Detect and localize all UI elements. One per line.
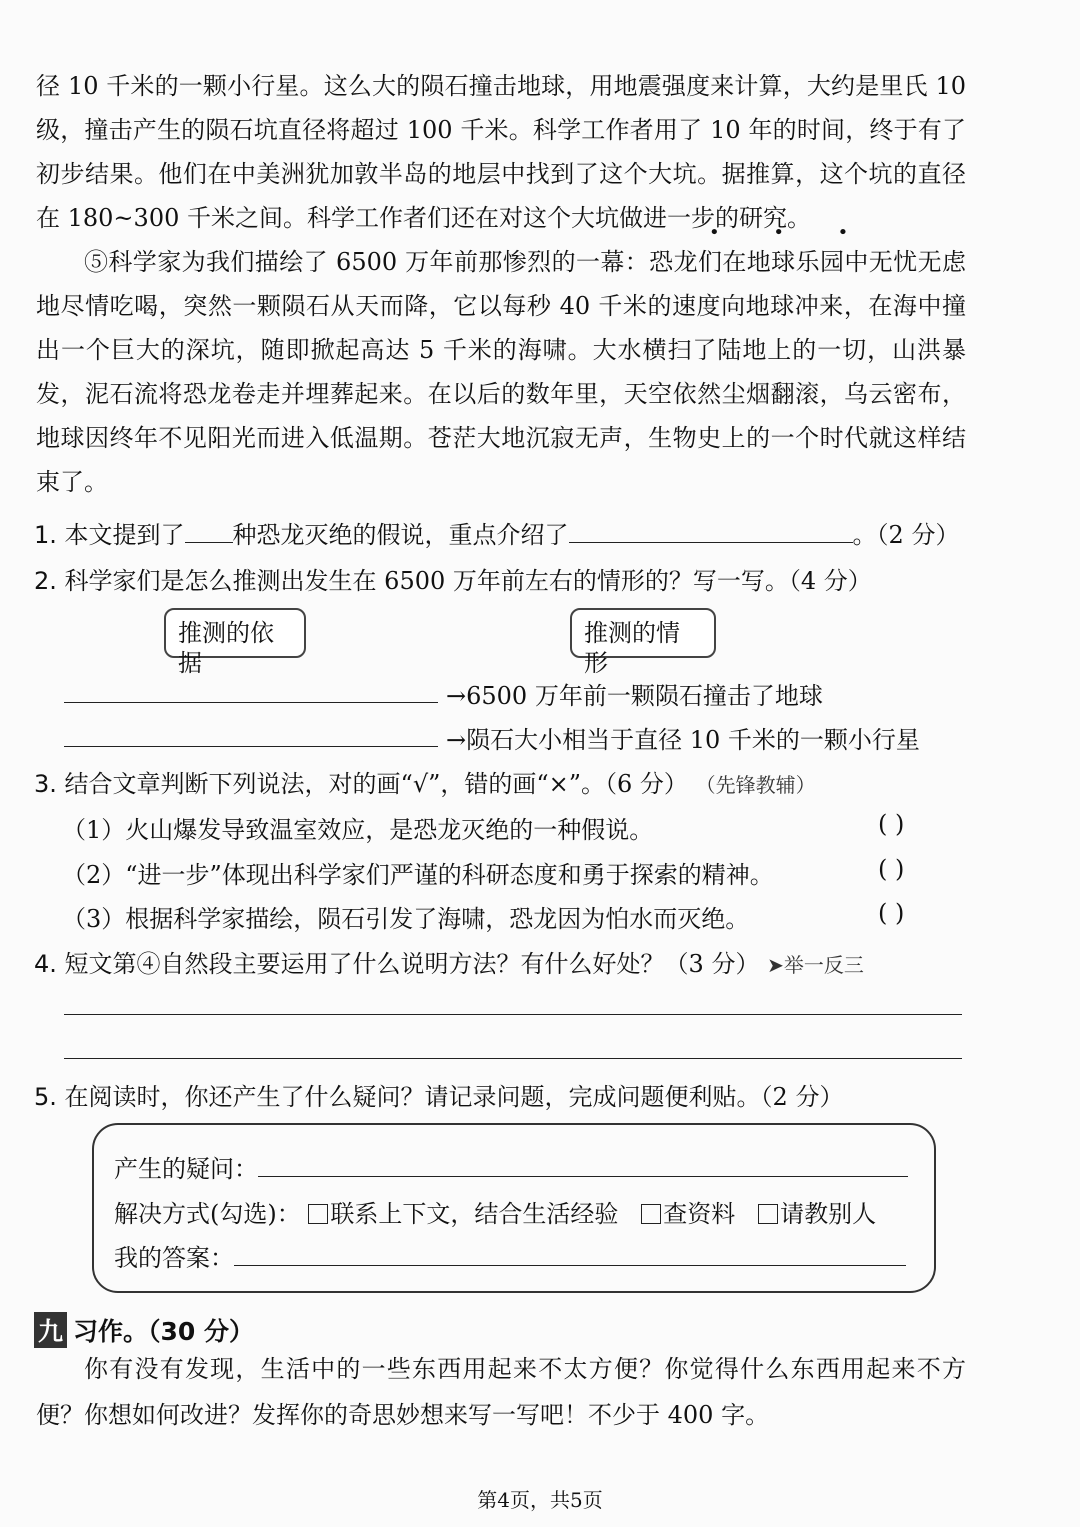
q1-number: 1.: [34, 521, 57, 549]
q5-doubt-blank[interactable]: [258, 1154, 908, 1177]
q3-item-3: （3）根据科学家描绘，陨石引发了海啸，恐龙因为怕水而灭绝。: [62, 905, 750, 933]
q3-number: 3.: [34, 770, 57, 798]
q1-text-a: 本文提到了: [64, 521, 185, 549]
q5-answer-label: 我的答案：: [114, 1244, 234, 1272]
q3-tag: （先锋教辅）: [695, 773, 816, 797]
q3-answer-paren-3[interactable]: ( ): [878, 899, 905, 927]
q4-tag: ➤举一反三: [767, 953, 864, 977]
passage-paragraph-4-tail: 径 10 千米的一颗小行星。这么大的陨石撞击地球，用地震强度来计算，大约是里氏 10 级，撞击产生的陨石坑直径将超过 100 千米。科学工作者用了 10 年的时间，终于有了初步结果。他们在中美洲犹加敦半岛的地层中找到了这个大坑。据推算，这个坑的直径在 180~300 千米之间。科学工作者们还在对这个大坑做进一步的研究。: [36, 72, 966, 232]
q5-checkbox-ask[interactable]: [758, 1204, 778, 1224]
q4-answer-line-1[interactable]: [64, 1014, 962, 1015]
q5-option-context: 联系上下文，结合生活经验: [330, 1200, 619, 1228]
q2-answer-line-1[interactable]: [64, 702, 438, 703]
q5-option-ask: 请教别人: [780, 1200, 877, 1228]
q5-method-label: 解决方式(勾选)：: [114, 1200, 301, 1228]
q3-answer-paren-1[interactable]: ( ): [878, 810, 905, 838]
q2-number: 2.: [34, 567, 57, 595]
q4-number: 4.: [34, 950, 57, 978]
q5-answer-blank[interactable]: [234, 1243, 906, 1266]
section-9-badge: 九: [34, 1312, 67, 1348]
passage-paragraph-5: ⑤科学家为我们描绘了 6500 万年前那惨烈的一幕：恐龙们在地球乐园中无忧无虑地尽情吃喝，突然一颗陨石从天而降，它以每秒 40 千米的速度向地球冲来，在海中撞出一个巨大的深坑，随即掀起高达 5 千米的海啸。大水横扫了陆地上的一切，山洪暴发，泥石流将恐龙卷走并埋葬起来。在以后的数年里，天空依然尘烟翻滚，乌云密布，地球因终年不见阳光而进入低温期。苍茫大地沉寂无声，生物史上的一个时代就这样结束了。: [36, 248, 966, 496]
q2-situation-2: →陨石大小相当于直径 10 千米的一颗小行星: [446, 726, 920, 754]
page-footer: 第4页，共5页: [477, 1488, 603, 1512]
q4-text: 短文第④自然段主要运用了什么说明方法？有什么好处？（3 分）: [64, 950, 760, 978]
q5-doubt-label: 产生的疑问：: [114, 1155, 258, 1183]
q4-answer-line-2[interactable]: [64, 1058, 962, 1059]
question-3: [34, 764, 816, 799]
q1-blank-main[interactable]: [569, 520, 853, 543]
q5-number: 5.: [34, 1083, 57, 1111]
q2-label-situation: 推测的情形: [570, 608, 716, 658]
q2-label-basis: 推测的依据: [164, 608, 306, 658]
q2-answer-line-2[interactable]: [64, 746, 438, 747]
q1-blank-count[interactable]: [185, 520, 233, 543]
q1-text-b: 种恐龙灭绝的假说，重点介绍了: [232, 521, 569, 549]
q5-checkbox-research[interactable]: [641, 1204, 661, 1224]
q3-item-2: （2）“进一步”体现出科学家们严谨的科研态度和勇于探索的精神。: [62, 861, 774, 889]
q5-doubt-row: [114, 1149, 908, 1184]
question-1: [34, 515, 959, 550]
q5-checkbox-context[interactable]: [308, 1204, 328, 1224]
question-5: [34, 1077, 843, 1112]
q3-text: 结合文章判断下列说法，对的画“√”，错的画“×”。（6 分）: [64, 770, 688, 798]
q5-answer-row: [114, 1238, 906, 1273]
emphasis-dots: • • •: [709, 222, 873, 243]
section-9-title: 习作。（30 分）: [73, 1317, 255, 1346]
section-9-prompt: 你有没有发现，生活中的一些东西用起来不太方便？你觉得什么东西用起来不方便？你想如何改进？发挥你的奇思妙想来写一写吧！不少于 400 字。: [36, 1355, 966, 1429]
q3-answer-paren-2[interactable]: ( ): [878, 855, 905, 883]
question-2: [34, 561, 872, 596]
q5-method-row: [114, 1194, 876, 1229]
q1-text-c: 。（2 分）: [852, 521, 960, 549]
section-9-heading: [34, 1312, 254, 1348]
q2-text: 科学家们是怎么推测出发生在 6500 万年前左右的情形的？写一写。（4 分）: [64, 567, 872, 595]
question-4: [34, 944, 864, 979]
q2-situation-1: →6500 万年前一颗陨石撞击了地球: [446, 682, 823, 710]
q5-text: 在阅读时，你还产生了什么疑问？请记录问题，完成问题便利贴。（2 分）: [64, 1083, 844, 1111]
q5-option-research: 查资料: [663, 1200, 736, 1228]
q3-item-1: （1）火山爆发导致温室效应，是恐龙灭绝的一种假说。: [62, 816, 654, 844]
